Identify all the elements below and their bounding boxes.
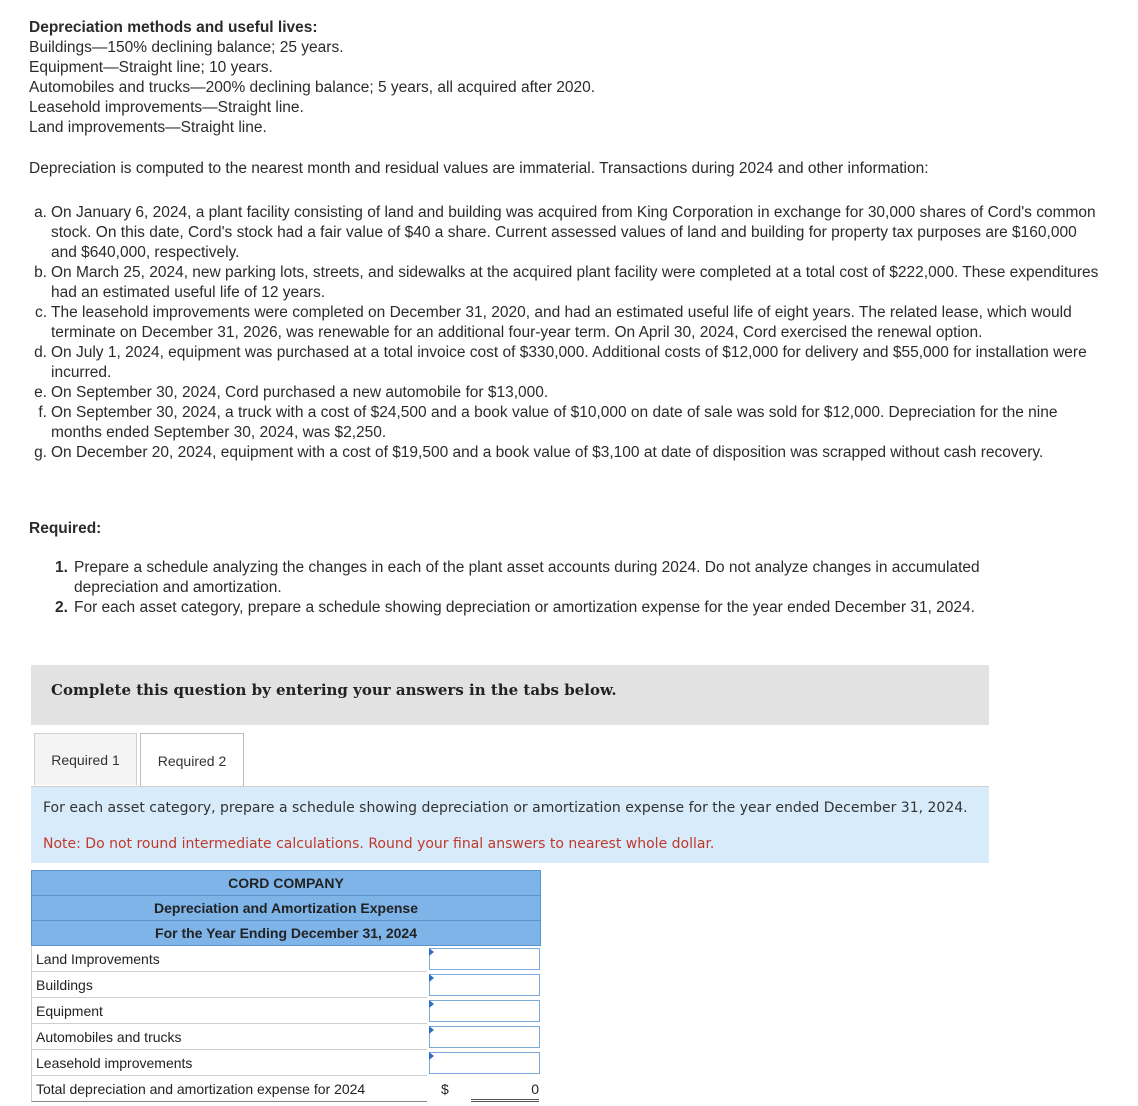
methods-heading: Depreciation methods and useful lives: <box>29 19 318 36</box>
total-row <box>31 1076 541 1102</box>
cell-marker-icon <box>429 974 434 982</box>
cell-marker-icon <box>429 948 434 956</box>
intro-paragraph: Depreciation is computed to the nearest month and residual values are immaterial. Transactions during 2024 and other information: <box>29 160 929 177</box>
transactions-list <box>29 203 1099 463</box>
transaction-letter: a. <box>34 204 47 221</box>
methods-section <box>29 18 1109 138</box>
schedule-title: Depreciation and Amortization Expense <box>31 895 541 920</box>
transaction-letter: b. <box>34 264 47 281</box>
transaction-letter: d. <box>34 344 47 361</box>
total-value: 0 <box>471 1076 539 1102</box>
transaction-item <box>29 403 1099 443</box>
required-item <box>55 558 1055 598</box>
transaction-item <box>29 443 1099 463</box>
amount-cell[interactable] <box>429 1000 540 1022</box>
method-line: Automobiles and trucks—200% declining balance; 5 years, all acquired after 2020. <box>29 79 596 96</box>
schedule-row <box>31 1050 541 1076</box>
schedule-company: CORD COMPANY <box>31 870 541 895</box>
tab-required-1[interactable]: Required 1 <box>34 733 137 785</box>
complete-instructions-banner <box>31 665 989 725</box>
transaction-text: On January 6, 2024, a plant facility consisting of land and building was acquired from King Corporation in exchange for 30,000 shares of Cord's common stock. On this date, Cord's stock had a fair value of $40 a share. Current assessed values of land and building for property tax purposes are $160,000 and $640,000, respectively. <box>51 204 1096 261</box>
method-line: Equipment—Straight line; 10 years. <box>29 59 273 76</box>
transaction-item <box>29 263 1099 303</box>
required-text: For each asset category, prepare a schedule showing depreciation or amortization expense for the year ended December 31, 2024. <box>74 599 975 616</box>
required-list <box>55 558 1055 618</box>
schedule-row <box>31 946 541 972</box>
transaction-text: On December 20, 2024, equipment with a cost of $19,500 and a book value of $3,100 at date of disposition was scrapped without cash recovery. <box>51 444 1044 461</box>
transaction-text: On September 30, 2024, Cord purchased a new automobile for $13,000. <box>51 384 549 401</box>
land-improvements-input[interactable] <box>430 949 539 969</box>
schedule-row <box>31 998 541 1024</box>
transaction-item <box>29 343 1099 383</box>
automobiles-trucks-input[interactable] <box>430 1027 539 1047</box>
row-label: Land Improvements <box>31 946 427 972</box>
transaction-letter: f. <box>38 404 47 421</box>
cell-marker-icon <box>429 1000 434 1008</box>
amount-cell[interactable] <box>429 974 540 996</box>
instructions-panel <box>31 787 989 863</box>
buildings-input[interactable] <box>430 975 539 995</box>
transaction-item <box>29 203 1099 263</box>
required-item <box>55 598 1055 618</box>
method-line: Buildings—150% declining balance; 25 years. <box>29 39 344 56</box>
tab-required-2[interactable]: Required 2 <box>140 733 244 787</box>
row-label: Equipment <box>31 998 427 1024</box>
required-number: 1. <box>55 559 68 576</box>
method-line: Land improvements—Straight line. <box>29 119 267 136</box>
currency-symbol: $ <box>441 1081 449 1097</box>
row-label: Automobiles and trucks <box>31 1024 427 1050</box>
required-text: Prepare a schedule analyzing the changes in each of the plant asset accounts during 2024. Do not analyze changes in accumulated depreciation and amortization. <box>74 559 980 596</box>
transaction-letter: c. <box>34 304 47 321</box>
transaction-item <box>29 383 1099 403</box>
row-label: Buildings <box>31 972 427 998</box>
transaction-text: On July 1, 2024, equipment was purchased at a total invoice cost of $330,000. Additional costs of $12,000 for delivery and $55,000 for installation were incurred. <box>51 344 1087 381</box>
transaction-item <box>29 303 1099 343</box>
amount-cell[interactable] <box>429 1052 540 1074</box>
transaction-letter: e. <box>34 384 47 401</box>
cell-marker-icon <box>429 1052 434 1060</box>
instructions-note: Note: Do not round intermediate calculations. Round your final answers to nearest whole dollar. <box>43 836 715 852</box>
transaction-text: On March 25, 2024, new parking lots, streets, and sidewalks at the acquired plant facility were completed at a total cost of $222,000. These expenditures had an estimated useful life of 12 years. <box>51 264 1099 301</box>
amount-cell[interactable] <box>429 1026 540 1048</box>
complete-instructions-text: Complete this question by entering your answers in the tabs below. <box>51 681 617 699</box>
amount-cell[interactable] <box>429 948 540 970</box>
transaction-letter: g. <box>34 444 47 461</box>
equipment-input[interactable] <box>430 1001 539 1021</box>
required-heading: Required: <box>29 520 102 537</box>
schedule-period: For the Year Ending December 31, 2024 <box>31 920 541 946</box>
transaction-text: On September 30, 2024, a truck with a cost of $24,500 and a book value of $10,000 on date of sale was sold for $12,000. Depreciation for the nine months ended September 30, 2024, was $2,250. <box>51 404 1058 441</box>
total-label: Total depreciation and amortization expense for 2024 <box>31 1076 427 1102</box>
instructions-text: For each asset category, prepare a schedule showing depreciation or amortization expense for the year ended December 31, 2024. <box>43 800 968 816</box>
transaction-text: The leasehold improvements were completed on December 31, 2020, and had an estimated useful life of eight years. The related lease, which would terminate on December 31, 2026, was renewable for an additional four-year term. On April 30, 2024, Cord exercised the renewal option. <box>51 304 1072 341</box>
required-number: 2. <box>55 599 68 616</box>
schedule-row <box>31 1024 541 1050</box>
depreciation-schedule <box>31 870 541 1102</box>
leasehold-improvements-input[interactable] <box>430 1053 539 1073</box>
cell-marker-icon <box>429 1026 434 1034</box>
method-line: Leasehold improvements—Straight line. <box>29 99 304 116</box>
row-label: Leasehold improvements <box>31 1050 427 1076</box>
schedule-row <box>31 972 541 998</box>
